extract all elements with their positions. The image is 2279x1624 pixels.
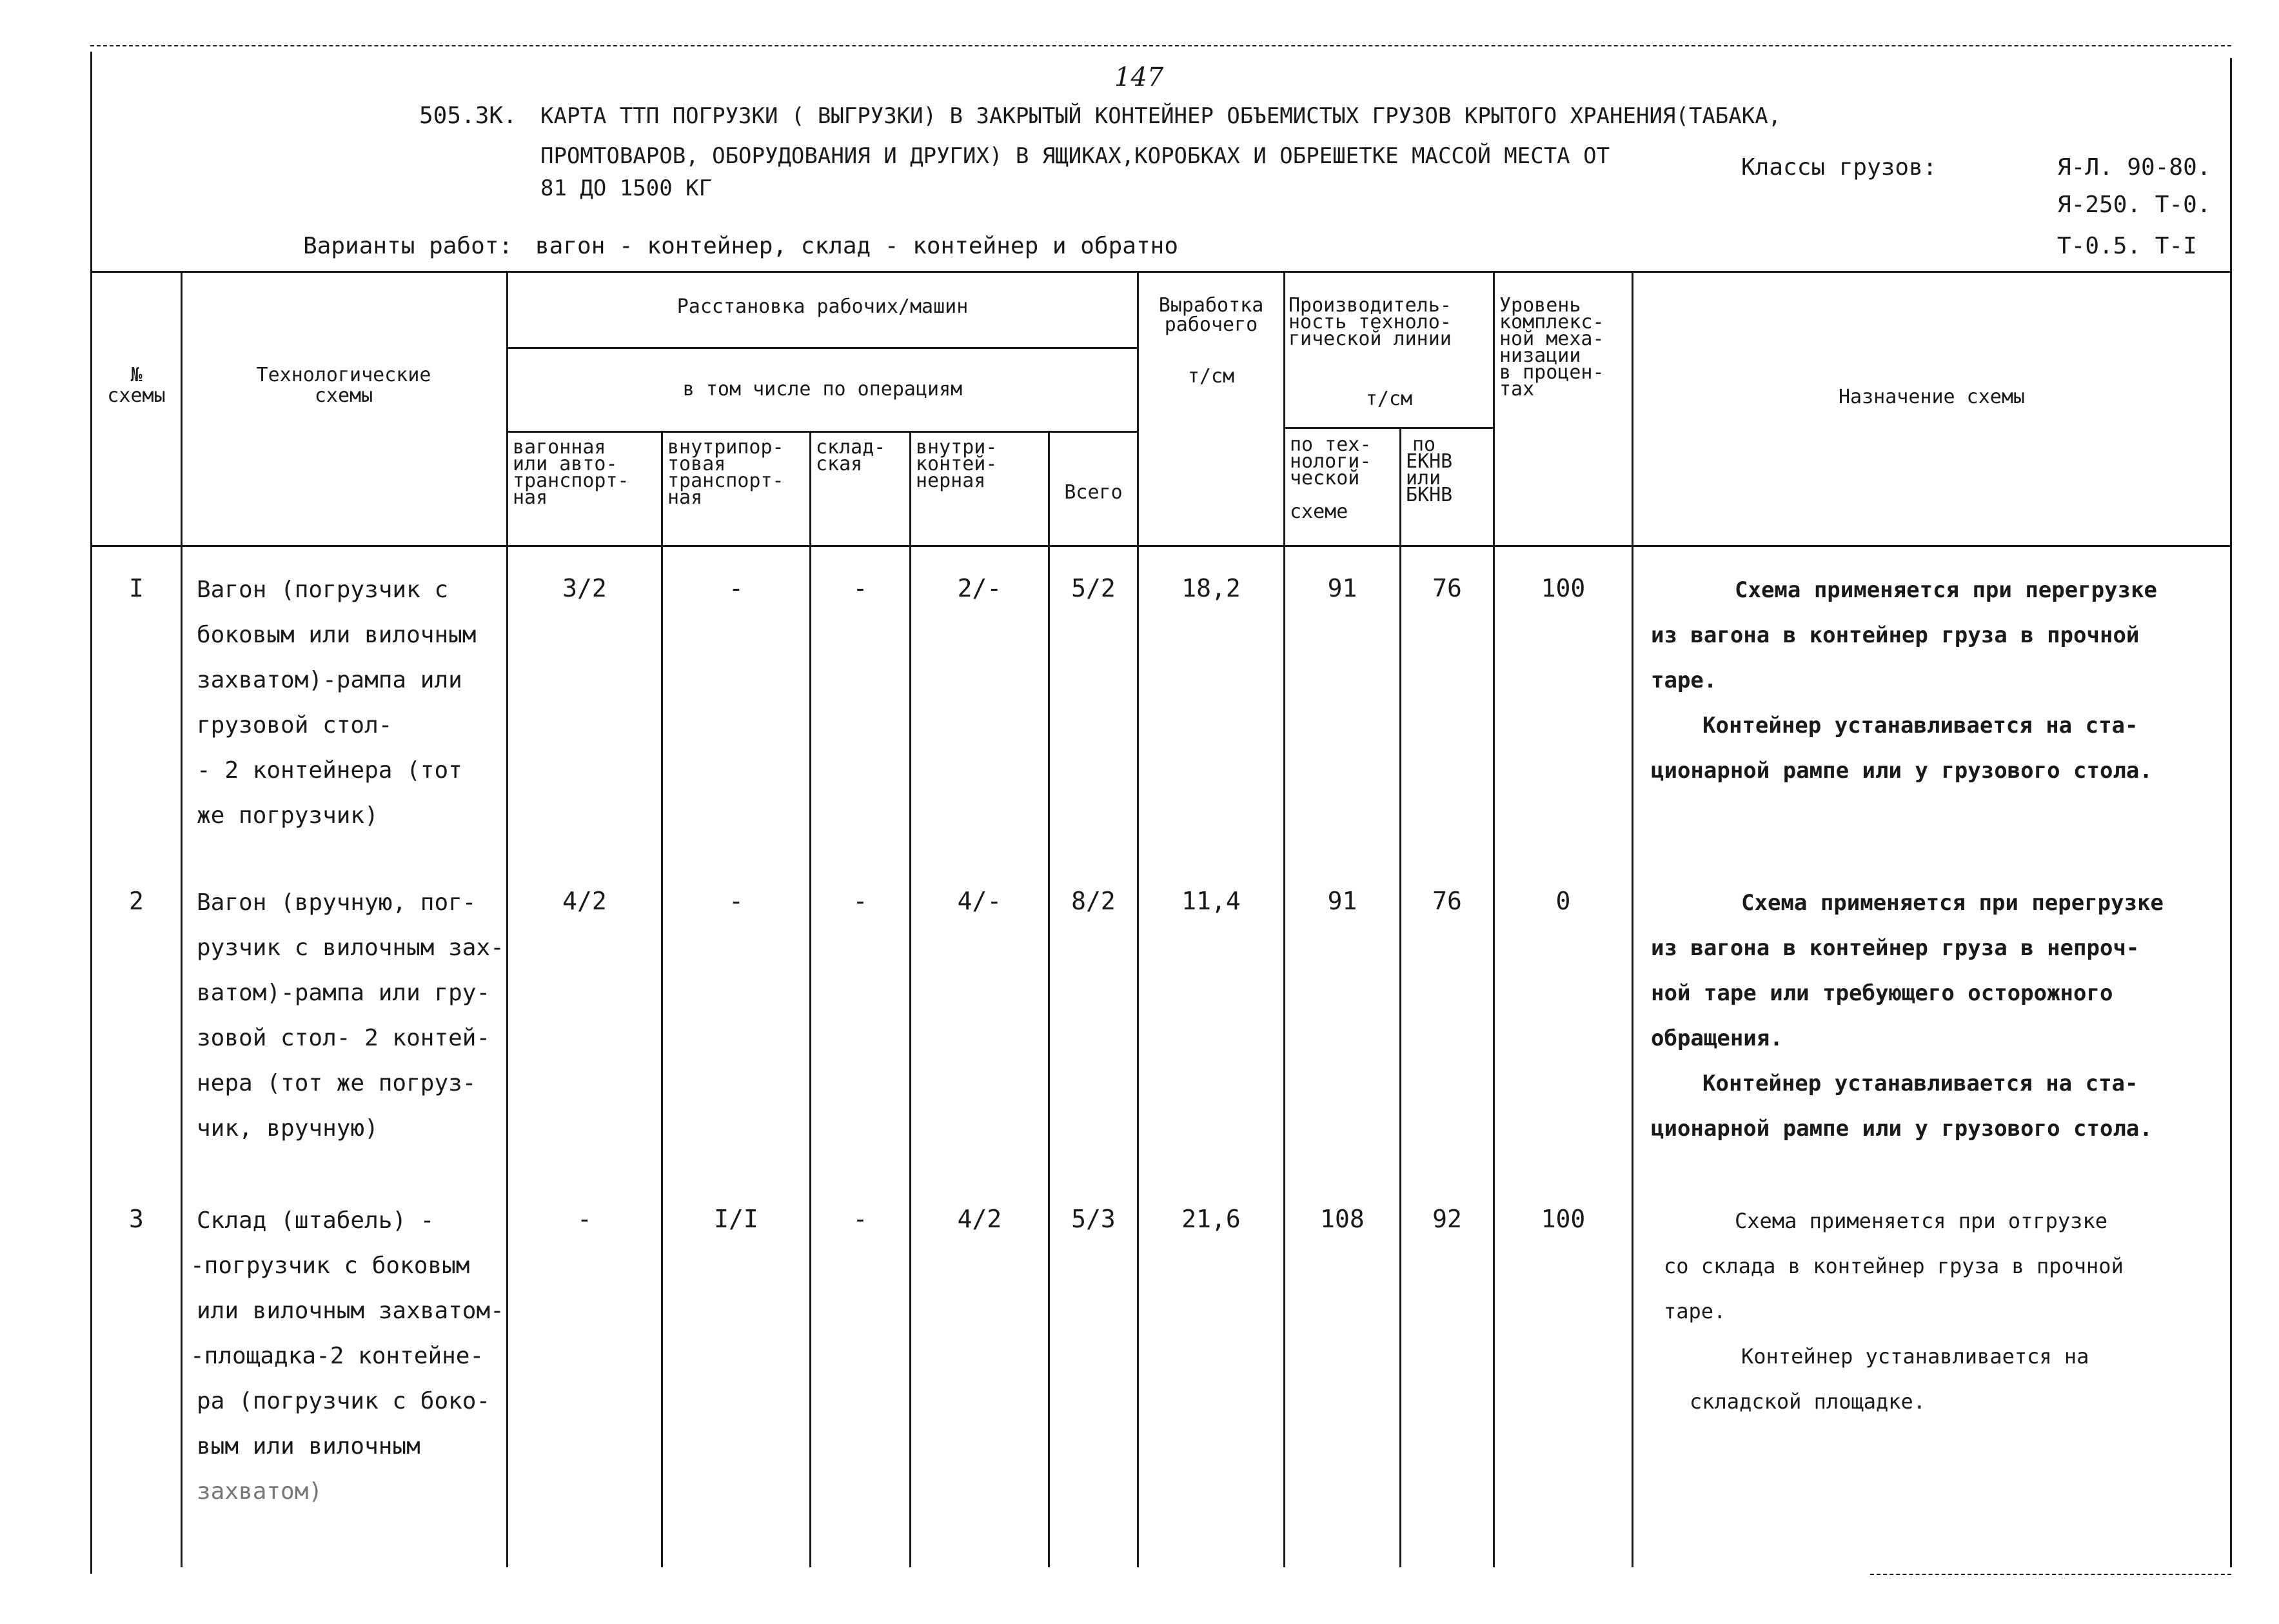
row2-by-scheme: 91 bbox=[1327, 887, 1357, 915]
row1-total: 5/2 bbox=[1071, 574, 1116, 602]
outer-left-border bbox=[90, 52, 92, 1574]
header-purpose: Назначение схемы bbox=[1839, 386, 2025, 408]
bottom-dash bbox=[1870, 1574, 2231, 1575]
row3-warehouse: - bbox=[853, 1205, 868, 1233]
row3-mechanization: 100 bbox=[1541, 1205, 1586, 1233]
header-wagon-op-3: транспорт- bbox=[513, 470, 629, 492]
header-productivity-2: ность техноло- bbox=[1288, 311, 1452, 333]
row3-scheme-5: ра (погрузчик с боко- bbox=[197, 1388, 491, 1414]
subheader-line-2 bbox=[506, 431, 1137, 433]
top-rule bbox=[90, 45, 2231, 46]
header-scheme-no-2: схемы bbox=[107, 384, 166, 407]
row1-wagon: 3/2 bbox=[562, 574, 607, 602]
row2-purpose-1: Схема применяется при перегрузке bbox=[1741, 890, 2164, 916]
row2-no: 2 bbox=[129, 887, 144, 915]
row1-warehouse: - bbox=[853, 574, 868, 602]
header-by-eknv-4: БКНВ bbox=[1406, 484, 1453, 506]
col-line-7 bbox=[1137, 271, 1139, 1567]
outer-right-border bbox=[2230, 58, 2232, 1567]
row2-purpose-4: обращения. bbox=[1651, 1025, 1783, 1051]
row3-purpose-3: таре. bbox=[1664, 1299, 1726, 1323]
row2-mechanization: 0 bbox=[1555, 887, 1571, 915]
header-intra-transport-1: внутрипор- bbox=[667, 436, 784, 459]
title-line-3: 81 ДО 1500 КГ bbox=[540, 175, 713, 201]
row3-no: 3 bbox=[129, 1205, 144, 1233]
col-line-2 bbox=[506, 271, 508, 1567]
header-intra-container-2: контей- bbox=[916, 453, 998, 475]
row2-intra-transport: - bbox=[729, 887, 744, 915]
row2-purpose-3: ной таре или требующего осторожного bbox=[1651, 980, 2113, 1006]
header-by-scheme-3: ческой bbox=[1290, 467, 1360, 490]
row1-intra-container: 2/- bbox=[957, 574, 1002, 602]
header-intra-transport-3: транспорт- bbox=[667, 470, 784, 492]
header-intra-transport-4: ная bbox=[667, 486, 703, 509]
row2-by-eknv: 76 bbox=[1432, 887, 1462, 915]
header-wagon-op-1: вагонная bbox=[513, 436, 606, 459]
row2-purpose-2: из вагона в контейнер груза в непроч- bbox=[1651, 935, 2140, 961]
row3-total: 5/3 bbox=[1071, 1205, 1116, 1233]
col-line-10 bbox=[1493, 271, 1495, 1567]
header-warehouse-2: ская bbox=[816, 453, 863, 475]
header-output-unit: т/см bbox=[1187, 365, 1235, 388]
row2-scheme-2: рузчик с вилочным зах- bbox=[197, 935, 504, 961]
header-bottom-border bbox=[90, 545, 2231, 547]
row1-mechanization: 100 bbox=[1541, 574, 1586, 602]
row3-by-eknv: 92 bbox=[1432, 1205, 1462, 1233]
header-mechanization-6: тах bbox=[1499, 378, 1535, 401]
row1-purpose-4: Контейнер устанавливается на ста- bbox=[1702, 713, 2138, 738]
row2-output: 11,4 bbox=[1181, 887, 1241, 915]
row2-wagon: 4/2 bbox=[562, 887, 607, 915]
header-total: Всего bbox=[1064, 481, 1123, 504]
header-mechanization-2: комплекс- bbox=[1499, 311, 1604, 333]
header-tech-2: схемы bbox=[314, 384, 373, 407]
header-placement: Расстановка рабочих/машин bbox=[676, 295, 969, 318]
row2-scheme-6: чик, вручную) bbox=[197, 1115, 379, 1142]
header-by-scheme-4: схеме bbox=[1290, 500, 1348, 523]
row1-scheme-5: - 2 контейнера (тот bbox=[197, 757, 462, 784]
header-intra-container-3: нерная bbox=[916, 470, 986, 492]
row1-purpose-1: Схема применяется при перегрузке bbox=[1735, 577, 2158, 603]
header-by-eknv-1: по bbox=[1412, 433, 1436, 456]
col-line-8 bbox=[1283, 271, 1285, 1567]
header-output-2: рабочего bbox=[1164, 313, 1258, 336]
row3-output: 21,6 bbox=[1181, 1205, 1241, 1233]
row2-scheme-5: нера (тот же погруз- bbox=[197, 1070, 477, 1096]
row3-scheme-2: -погрузчик с боковым bbox=[190, 1253, 470, 1279]
row1-scheme-2: боковым или вилочным bbox=[197, 622, 477, 648]
variants-text: вагон - контейнер, склад - контейнер и обратно bbox=[535, 233, 1178, 259]
header-by-scheme-1: по тех- bbox=[1290, 433, 1372, 456]
table-top-border bbox=[90, 271, 2231, 273]
header-warehouse-1: склад- bbox=[816, 436, 886, 459]
row3-by-scheme: 108 bbox=[1320, 1205, 1365, 1233]
row1-purpose-2: из вагона в контейнер груза в прочной bbox=[1651, 622, 2140, 648]
row1-scheme-6: же погрузчик) bbox=[197, 802, 379, 829]
row2-intra-container: 4/- bbox=[957, 887, 1002, 915]
title-line-1: КАРТА ТТП ПОГРУЗКИ ( ВЫГРУЗКИ) В ЗАКРЫТЫЙ КОНТЕЙНЕР ОБЪЕМИСТЫХ ГРУЗОВ КРЫТОГО ХРАНЕНИЯ(ТАБАКА, bbox=[540, 103, 1782, 129]
row3-purpose-1: Схема применяется при отгрузке bbox=[1735, 1209, 2107, 1233]
row1-purpose-3: таре. bbox=[1651, 668, 1717, 693]
row3-scheme-3: или вилочным захватом- bbox=[197, 1298, 504, 1324]
header-productivity-3: гической линии bbox=[1288, 328, 1452, 350]
cargo-classes-label: Классы грузов: bbox=[1741, 154, 1937, 181]
row3-wagon: - bbox=[577, 1205, 592, 1233]
document-code: 505.3К. bbox=[419, 103, 517, 129]
header-wagon-op-4: ная bbox=[513, 486, 548, 509]
row3-purpose-4: Контейнер устанавливается на bbox=[1741, 1344, 2089, 1369]
row2-purpose-6: ционарной рампе или у грузового стола. bbox=[1651, 1116, 2153, 1142]
header-mechanization-3: ной меха- bbox=[1499, 328, 1604, 350]
header-scheme-no-1: № bbox=[130, 364, 143, 386]
header-intra-transport-2: товая bbox=[667, 453, 726, 475]
header-output-1: Выработка bbox=[1158, 294, 1264, 317]
row3-scheme-1: Склад (штабель) - bbox=[197, 1207, 435, 1234]
row1-scheme-3: захватом)-рампа или bbox=[197, 667, 462, 693]
cargo-classes-line-2: Я-250. Т-0. bbox=[2057, 192, 2211, 218]
row3-intra-transport: I/I bbox=[714, 1205, 758, 1233]
header-mechanization-1: Уровень bbox=[1499, 294, 1581, 317]
header-by-eknv-3: или bbox=[1406, 467, 1441, 490]
row3-purpose-5: складской площадке. bbox=[1690, 1389, 1926, 1414]
header-mechanization-5: в процен- bbox=[1499, 361, 1604, 384]
row1-by-scheme: 91 bbox=[1327, 574, 1357, 602]
cargo-classes-line-3: Т-0.5. Т-I bbox=[2057, 233, 2197, 259]
col-line-1 bbox=[181, 271, 183, 1567]
header-by-scheme-2: нологи- bbox=[1290, 450, 1372, 473]
variants-label: Варианты работ: bbox=[303, 233, 513, 259]
header-intra-container-1: внутри- bbox=[916, 436, 998, 459]
row1-by-eknv: 76 bbox=[1432, 574, 1462, 602]
row2-purpose-5: Контейнер устанавливается на ста- bbox=[1702, 1071, 2138, 1096]
row1-scheme-4: грузовой стол- bbox=[197, 712, 393, 738]
header-mechanization-4: низации bbox=[1499, 344, 1581, 367]
header-by-eknv-2: ЕКНВ bbox=[1406, 450, 1453, 473]
subheader-line-1 bbox=[506, 347, 1137, 349]
row3-scheme-7: захватом) bbox=[197, 1478, 323, 1505]
row1-no: I bbox=[129, 574, 144, 602]
row1-output: 18,2 bbox=[1181, 574, 1241, 602]
row2-scheme-4: зовой стол- 2 контей- bbox=[197, 1025, 491, 1051]
subheader-line-3 bbox=[1283, 427, 1493, 429]
row3-intra-container: 4/2 bbox=[957, 1205, 1002, 1233]
row3-purpose-2: со склада в контейнер груза в прочной bbox=[1664, 1254, 2124, 1278]
header-productivity-1: Производитель- bbox=[1288, 294, 1452, 317]
row1-purpose-5: ционарной рампе или у грузового стола. bbox=[1651, 758, 2153, 784]
cargo-classes-line-1: Я-Л. 90-80. bbox=[2057, 154, 2211, 181]
row2-scheme-1: Вагон (вручную, пог- bbox=[197, 889, 477, 916]
row1-scheme-1: Вагон (погрузчик с bbox=[197, 577, 449, 603]
row3-scheme-4: -площадка-2 контейне- bbox=[190, 1343, 484, 1369]
row3-scheme-6: вым или вилочным bbox=[197, 1433, 420, 1460]
col-line-11 bbox=[1632, 271, 1633, 1567]
header-productivity-unit: т/см bbox=[1365, 388, 1413, 410]
page-number: 147 bbox=[1114, 63, 1164, 92]
header-by-operations: в том числе по операциям bbox=[682, 378, 963, 401]
title-line-2: ПРОМТОВАРОВ, ОБОРУДОВАНИЯ И ДРУГИХ) В ЯЩИКАХ,КОРОБКАХ И ОБРЕШЕТКЕ МАССОЙ МЕСТА ОТ bbox=[540, 143, 1610, 169]
header-wagon-op-2: или авто- bbox=[513, 453, 618, 475]
row2-total: 8/2 bbox=[1071, 887, 1116, 915]
row2-scheme-3: ватом)-рампа или гру- bbox=[197, 980, 491, 1006]
row1-intra-transport: - bbox=[729, 574, 744, 602]
header-tech-1: Технологические bbox=[256, 364, 431, 386]
row2-warehouse: - bbox=[853, 887, 868, 915]
